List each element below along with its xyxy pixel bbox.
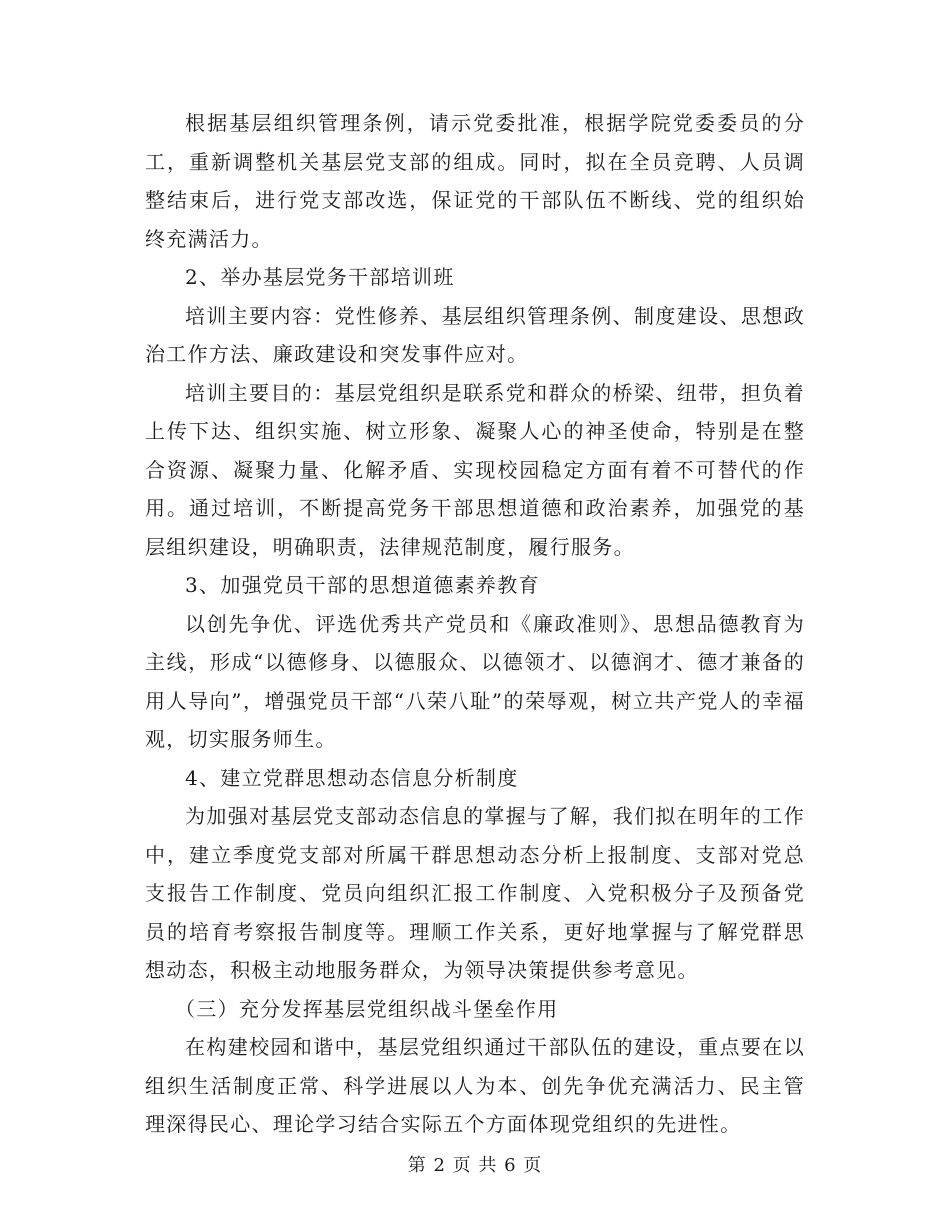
heading-section-three: （三）充分发挥基层党组织战斗堡垒作用	[175, 996, 559, 1021]
paragraph-moral-education: 以创先争优、评选优秀共产党员和《廉政准则》、思想品德教育为主线，形成“以德修身、以德服众、以德领才、以德润才、德才兼备的用人导向”，增强党员干部“八荣八耻”的荣辱观，树立共产党人的幸福观，切实服务师生。	[145, 611, 805, 751]
paragraph-campus-harmony: 在构建校园和谐中，基层党组织通过干部队伍的建设，重点要在以组织生活制度正常、科学进展以人为本、创先争优充满活力、民主管理深得民心、理论学习结合实际五个方面体现党组织的先进性。	[145, 1035, 805, 1136]
heading-info-analysis: 4、建立党群思想动态信息分析制度	[185, 765, 519, 790]
paragraph-training-content: 培训主要内容：党性修养、基层组织管理条例、制度建设、思想政治工作方法、廉政建设和突发事件应对。	[145, 303, 805, 366]
paragraph-info-analysis: 为加强对基层党支部动态信息的掌握与了解，我们拟在明年的工作中，建立季度党支部对所属干群思想动态分析上报制度、支部对党总支报告工作制度、党员向组织汇报工作制度、入党积极分子及预备党员的培育考察报告制度等。理顺工作关系，更好地掌握与了解党群思想动态，积极主动地服务群众，为领导决策提供参考意见。	[145, 804, 805, 982]
paragraph-training-purpose: 培训主要目的：基层党组织是联系党和群众的桥梁、纽带，担负着上传下达、组织实施、树立形象、凝聚人心的神圣使命，特别是在整合资源、凝聚力量、化解矛盾、实现校园稳定方面有着不可替代的作用。通过培训，不断提高党务干部思想道德和政治素养，加强党的基层组织建设，明确职责，法律规范制度，履行服务。	[145, 380, 805, 559]
document-body	[145, 104, 805, 1144]
heading-moral-education: 3、加强党员干部的思想道德素养教育	[185, 573, 540, 597]
page-number-footer: 第 2 页 共 6 页	[407, 1155, 543, 1176]
heading-training-class: 2、举办基层党务干部培训班	[185, 265, 455, 289]
paragraph-reorganize-branches: 根据基层组织管理条例，请示党委批准，根据学院党委委员的分工，重新调整机关基层党支部的组成。同时，拟在全员竞聘、人员调整结束后，进行党支部改选，保证党的干部队伍不断线、党的组织始终充满活力。	[145, 111, 805, 251]
